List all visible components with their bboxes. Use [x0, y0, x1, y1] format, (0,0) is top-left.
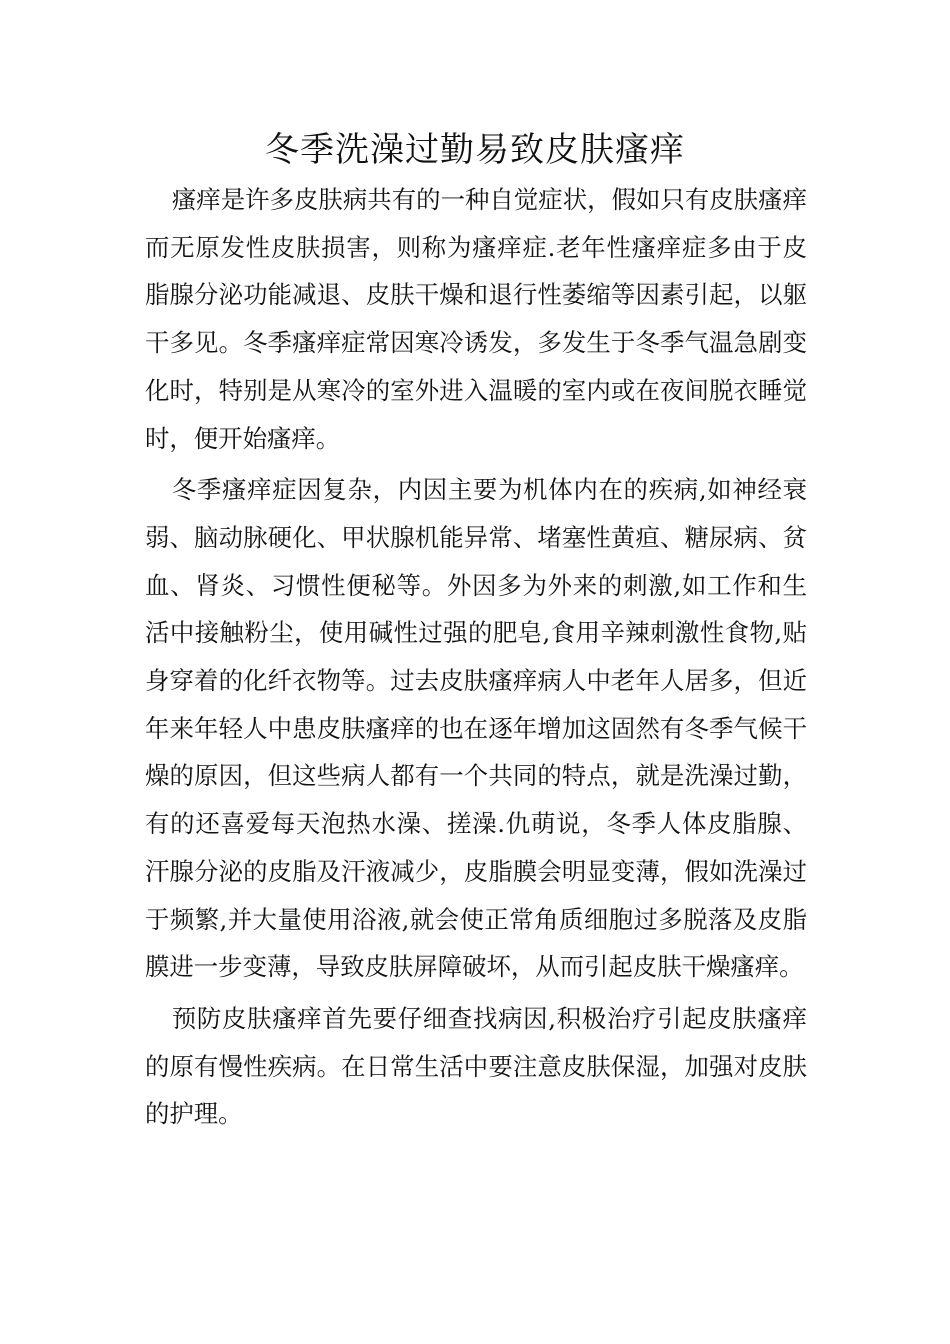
paragraph-3: 预防皮肤瘙痒首先要仔细查找病因,积极治疗引起皮肤瘙痒的原有慢性疾病。在日常生活中要注意皮肤保湿，加强对皮肤的护理。	[145, 1003, 807, 1129]
document-body	[145, 176, 807, 1142]
paragraph-1: 瘙痒是许多皮肤病共有的一种自觉症状，假如只有皮肤瘙痒而无原发性皮肤损害，则称为瘙痒症.老年性瘙痒症多由于皮脂腺分泌功能减退、皮肤干燥和退行性萎缩等因素引起，以躯干多见。冬季瘙痒症常因寒冷诱发，多发生于冬季气温急剧变化时，特别是从寒冷的室外进入温暖的室内或在夜间脱衣睡觉时，便开始瘙痒。	[145, 185, 807, 453]
document-title: 冬季洗澡过勤易致皮肤瘙痒	[265, 130, 685, 170]
paragraph-2: 冬季瘙痒症因复杂，内因主要为机体内在的疾病,如神经衰弱、脑动脉硬化、甲状腺机能异常、堵塞性黄疸、糖尿病、贫血、肾炎、习惯性便秘等。外因多为外来的刺激,如工作和生活中接触粉尘，使用碱性过强的肥皂,食用辛辣刺激性食物,贴身穿着的化纤衣物等。过去皮肤瘙痒病人中老年人居多，但近年来年轻人中患皮肤瘙痒的也在逐年增加这固然有冬季气候干燥的原因，但这些病人都有一个共同的特点，就是洗澡过勤，有的还喜爱每天泡热水澡、搓澡.仇萌说，冬季人体皮脂腺、汗腺分泌的皮脂及汗液减少，皮脂膜会明显变薄，假如洗澡过于频繁,并大量使用浴液,就会使正常角质细胞过多脱落及皮脂膜进一步变薄，导致皮肤屏障破坏，从而引起皮肤干燥瘙痒。	[145, 475, 807, 982]
